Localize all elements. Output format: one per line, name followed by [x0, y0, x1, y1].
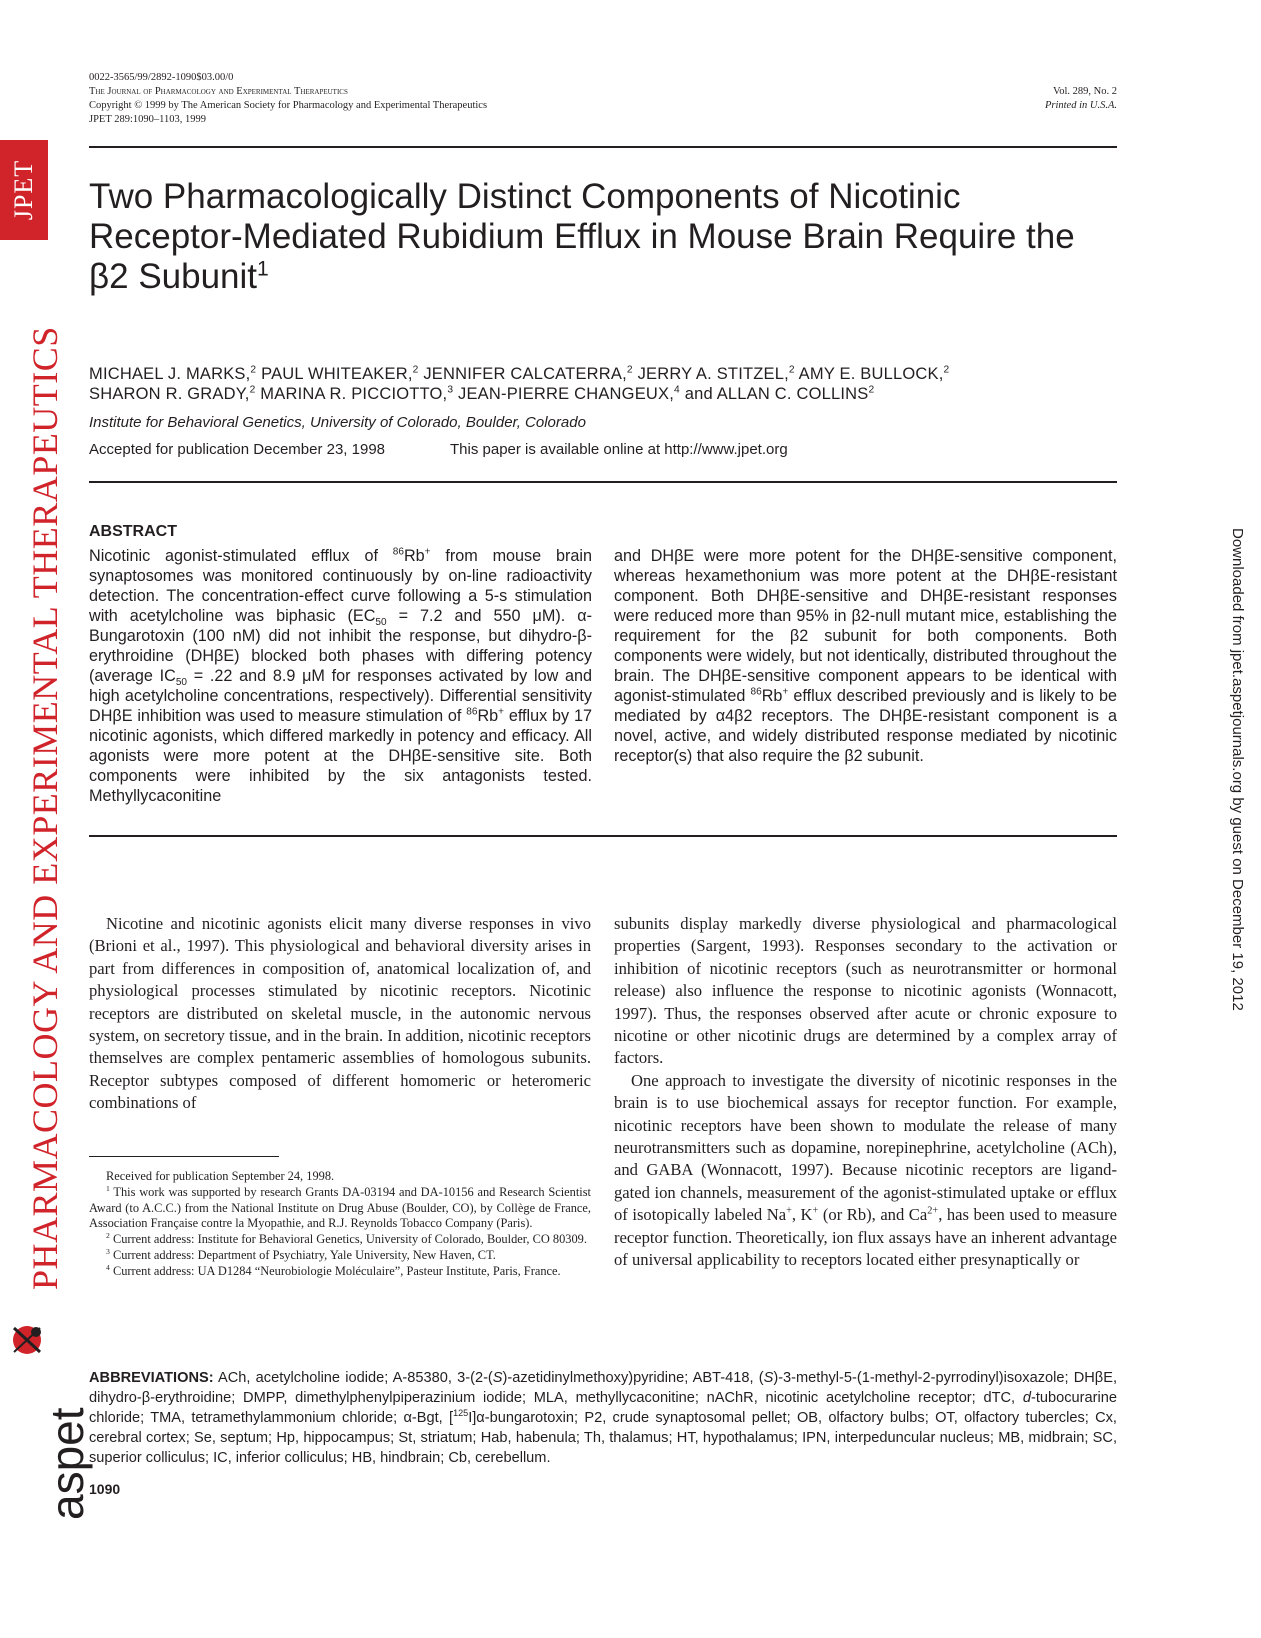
header-code: 0022-3565/99/2892-1090$03.00/0 — [89, 72, 234, 83]
title-footnote-mark: 1 — [257, 257, 269, 281]
footnote-mark: 2 — [106, 1231, 110, 1241]
body-right-column — [614, 913, 1117, 1272]
author-affiliation-mark: 2 — [626, 364, 633, 376]
footnote-mark: 3 — [106, 1246, 110, 1256]
author-name: JEAN-PIERRE CHANGEUX,$^4$ — [458, 384, 680, 403]
journal-name-vertical: PHARMACOLOGY AND EXPERIMENTAL THERAPEUTICS — [25, 326, 65, 1290]
footnote-received: Received for publication September 24, 1998. — [106, 1169, 335, 1183]
footnote-mark: 1 — [106, 1183, 110, 1193]
footnote-text: Current address: UA D1284 “Neurobiologie Moléculaire”, Pasteur Institute, Paris, France. — [109, 1263, 561, 1278]
footnotes — [89, 1169, 591, 1280]
author-name: MICHAEL J. MARKS,$^2$ — [89, 364, 257, 383]
download-note: Downloaded from jpet.aspetjournals.org by guest on December 19, 2012 — [1229, 528, 1246, 1011]
header-printed: Printed in U.S.A. — [1044, 100, 1117, 111]
footnote-item — [89, 1264, 591, 1280]
abstract-rule — [89, 835, 1117, 837]
abstract-heading: ABSTRACT — [89, 523, 177, 540]
abbreviations-label: ABBREVIATIONS: — [89, 1370, 214, 1386]
footnote-text: This work was supported by research Grants DA-03194 and DA-10156 and Research Scientist Award (to A.C.C.) from the National Institute on Drug Abuse (Boulder, CO), by Collège de France, Association Française contre la Myopathie, and R.J. Reynolds Tobacco Company (Paris). — [89, 1184, 591, 1231]
footnote-text: Current address: Department of Psychiatry, Yale University, New Haven, CT. — [109, 1247, 496, 1262]
side-banner — [0, 140, 93, 1560]
author-name: AMY E. BULLOCK,$^2$ — [798, 364, 950, 383]
header-journal: The Journal of Pharmacology and Experimental Therapeutics — [89, 86, 348, 97]
footnote-list — [89, 1185, 591, 1280]
author-affiliation-mark: 2 — [788, 364, 795, 376]
author-affiliation-mark: 2 — [412, 364, 419, 376]
title-rule — [89, 481, 1117, 483]
author-name: PAUL WHITEAKER,$^2$ — [261, 364, 419, 383]
author-affiliation-mark: 2 — [250, 364, 257, 376]
abbreviations-text: ACh, acetylcholine iodide; A-85380, 3-(2-(S)-azetidinylmethoxy)pyridine; ABT-418, (S)-3-methyl-5-(1-methyl-2-pyrrodinyl)isoxazole; DHβE, dihydro-β-erythroidine; DMPP, dimethylphenylpiperazinium iodide; MLA, methyllycaconitine; nAChR, nicotinic acetylcholine receptor; dTC, d-tubocurarine chloride; TMA, tetramethylammonium chloride; α-Bgt, [$^{125}$I]α-bungarotoxin; P2, crude synaptosomal pellet; OB, olfactory bulbs; OT, olfactory tubercles; Cx, cerebral cortex; Se, septum; Hp, hippocampus; St, striatum; Hab, habenula; Th, thalamus; HT, hypothalamus; IPN, interpeduncular nucleus; MB, midbrain; SC, superior colliculus; IC, inferior colliculus; HB, hindbrain; Cb, cerebellum. — [89, 1370, 1117, 1466]
author-name: SHARON R. GRADY,$^2$ — [89, 384, 256, 403]
header-volume: Vol. 289, No. 2 — [1053, 86, 1117, 97]
jpet-badge — [0, 140, 48, 240]
footnote-text: Current address: Institute for Behavioral Genetics, University of Colorado, Boulder, CO 80309. — [109, 1232, 587, 1247]
body-paragraph: subunits display markedly diverse physiological and pharmacological properties (Sargent, 1993). Responses secondary to the activation or inhibition of nicotinic receptors (such as neurotransmitter or hormonal release) also influence the response to nicotinic agonists (Wonnacott, 1997). Thus, the responses observed after acute or chronic exposure to nicotine or other nicotinic drugs are determined by a complex array of factors. — [614, 914, 1117, 1068]
aspet-logo — [2, 1320, 93, 1520]
aspet-molecule-icon — [2, 1320, 52, 1360]
body-paragraph: One approach to investigate the diversity of nicotinic responses in the brain is to use biochemical assays for receptor function. For example, nicotinic receptors have been shown to modulate the release of many neurotransmitters such as dopamine, norepinephrine, acetylcholine (ACh), and GABA (Wonnacott, 1997). Because nicotinic receptors are ligand-gated ion channels, measurement of the agonist-stimulated uptake or efflux of isotopically labeled Na+, K+ (or Rb), and $Ca^{2+}$, has been used to measure receptor function. Theoretically, ion flux assays have an inherent advantage of universal applicability to receptors located either presynaptically or — [614, 1070, 1117, 1270]
aspet-logo-text: aspet — [41, 1407, 93, 1520]
footnote-mark: 4 — [106, 1262, 110, 1272]
author-name: and ALLAN C. COLLINS$^2$ — [684, 384, 875, 403]
accepted-date: Accepted for publication December 23, 1998 — [89, 441, 386, 458]
abstract-left-column: Nicotinic agonist-stimulated efflux of $^{86}$Rb+ from mouse brain synaptosomes was monitored continuously by on-line radioactivity detection. The concentration-effect curve following a 5-s stimulation with acetylcholine was biphasic ($EC_{50} = 7.2$ and 550 μM). α-Bungarotoxin (100 nM) did not inhibit the response, but dihydro-β-erythroidine (DHβE) blocked both phases with differing potency (average $IC_{50} = .22$ and 8.9 μM for responses activated by low and high acetylcholine concentrations, respectively). Differential sensitivity DHβE inhibition was used to measure stimulation of $^{86}$Rb+ efflux by 17 nicotinic agonists, which differed markedly in potency and efficacy. All agonists were more potent at the DHβE-sensitive site. Both components were inhibited by the six antagonists tested. Methyllycaconitine — [89, 546, 592, 805]
page-number: 1090 — [89, 1481, 121, 1497]
author-name: JENNIFER CALCATERRA,$^2$ — [423, 364, 633, 383]
online-availability: This paper is available online at http://www.jpet.org — [450, 441, 788, 458]
title-text: Two Pharmacologically Distinct Components of Nicotinic Receptor-Mediated Rubidium Efflux in Mouse Brain Require the β2 Subunit — [89, 177, 1075, 296]
body-paragraph: Nicotine and nicotinic agonists elicit many diverse responses in vivo (Brioni et al., 1997). This physiological and behavioral diversity arises in part from differences in composition of, anatomical localization of, and physiological processes stimulated by nicotinic receptors. Nicotinic receptors are distributed on skeletal muscle, in the autonomic nervous system, on secretory tissue, and in the brain. In addition, nicotinic receptors themselves are complex pentameric assemblies of homologous subunits. Receptor subtypes composed of different homomeric or heteromeric combinations of — [89, 914, 591, 1113]
author-name: MARINA R. PICCIOTTO,$^3$ — [260, 384, 454, 403]
footnote-item — [89, 1232, 591, 1248]
article-title — [89, 177, 1109, 297]
author-list — [89, 364, 1129, 404]
author-affiliation-mark: 2 — [249, 384, 256, 396]
jpet-badge-label: JPET — [9, 159, 38, 221]
footnote-item — [89, 1185, 591, 1232]
author-affiliation-mark: 4 — [674, 384, 680, 396]
footnote-rule — [89, 1156, 279, 1157]
abbreviations — [89, 1368, 1117, 1468]
running-header-left — [89, 71, 487, 127]
author-affiliation-mark: 2 — [868, 384, 875, 396]
abstract-right-column: and DHβE were more potent for the DHβE-sensitive component, whereas hexamethonium was more potent at the DHβE-resistant component. Both DHβE-sensitive and DHβE-resistant responses were reduced more than 95% in β2-null mutant mice, establishing the requirement for the β2 subunit for both components. Both components were widely, but not identically, distributed throughout the brain. The DHβE-sensitive component appears to be identical with agonist-stimulated $^{86}$Rb+ efflux described previously and is likely to be mediated by α4β2 receptors. The DHβE-resistant component is a novel, active, and widely distributed response mediated by nicotinic receptor(s) that also require the β2 subunit. — [614, 547, 1117, 765]
header-citation: JPET 289:1090–1103, 1999 — [89, 114, 206, 125]
running-header-right — [1045, 85, 1117, 113]
body-left-column — [89, 913, 591, 1115]
header-rule — [89, 146, 1117, 148]
footnote-item — [89, 1248, 591, 1264]
author-affiliation-mark: 2 — [943, 364, 950, 376]
author-name: JERRY A. STITZEL,$^2$ — [637, 364, 795, 383]
affiliation: Institute for Behavioral Genetics, University of Colorado, Boulder, Colorado — [89, 414, 586, 431]
header-copyright: Copyright © 1999 by The American Society for Pharmacology and Experimental Therapeutics — [89, 100, 488, 111]
author-affiliation-mark: 3 — [447, 384, 454, 396]
